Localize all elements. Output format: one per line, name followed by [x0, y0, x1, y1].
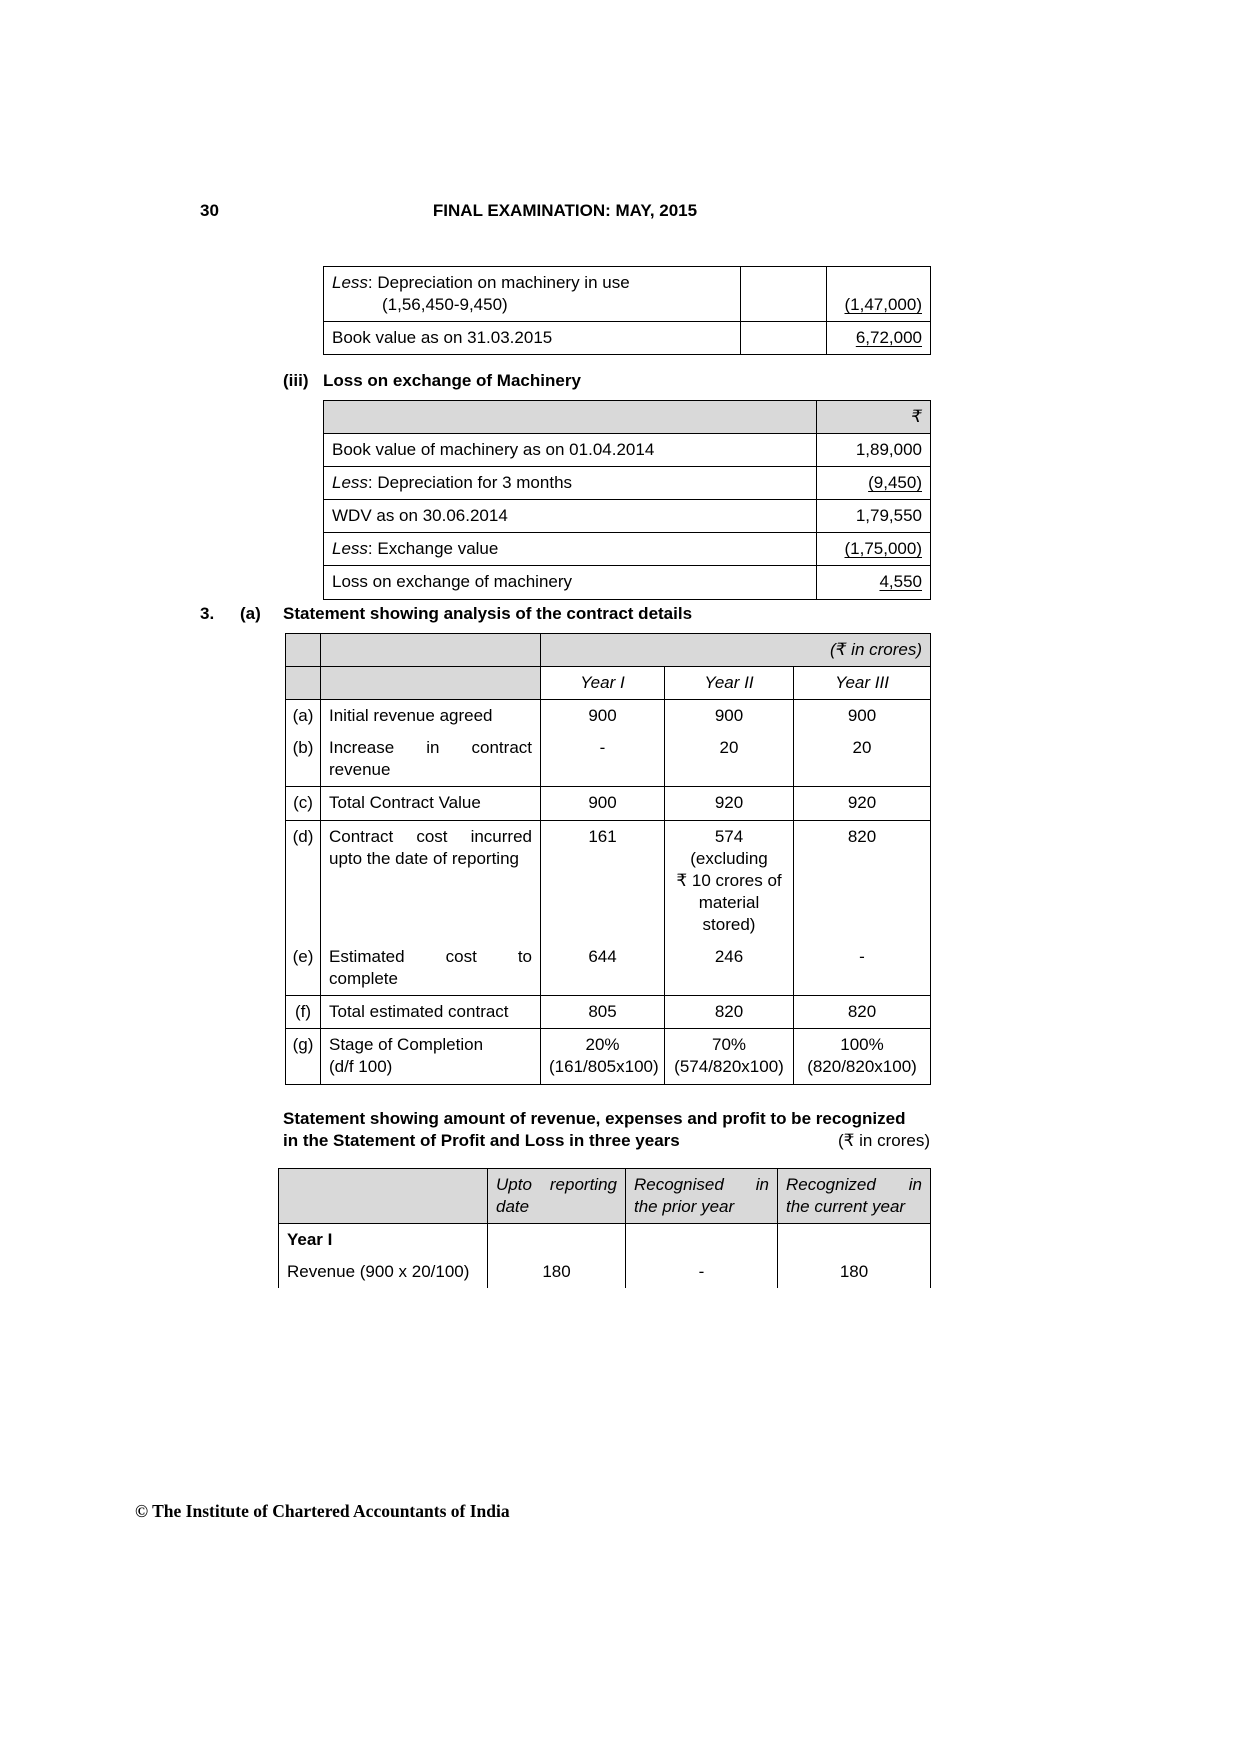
amount-cell: [817, 500, 931, 533]
desc-line: Estimated cost to: [329, 947, 532, 967]
empty-cell: [626, 1224, 778, 1257]
row-letter: (b): [286, 732, 321, 787]
table-row-f: [286, 996, 931, 1029]
year3-value: 920: [794, 787, 931, 820]
table-row: [324, 566, 931, 599]
table-row: [324, 322, 931, 355]
page-number: 30: [200, 201, 219, 220]
year-label-cell: Year I: [279, 1224, 488, 1257]
desc-cell: [324, 533, 817, 566]
header-empty-cell: [321, 634, 541, 667]
year2-value: 820: [665, 996, 794, 1029]
value-main: 70%: [711, 1035, 747, 1055]
year1-value: 161: [541, 820, 665, 941]
year2-value: 900: [665, 700, 794, 733]
desc-line2: (1,56,450-9,450): [382, 295, 508, 315]
current-year-value: 180: [778, 1256, 931, 1288]
header-line1: Upto reporting: [496, 1175, 617, 1194]
table-row: [324, 500, 931, 533]
amount-value: (1,75,000): [844, 539, 922, 559]
desc-line2: complete: [329, 969, 398, 989]
amount-value: 1,89,000: [855, 440, 922, 460]
desc-cell: [324, 500, 817, 533]
table-header-row: [279, 1169, 931, 1224]
desc-cell: [321, 1029, 541, 1084]
amount-cell: [817, 467, 931, 500]
value-main: 100%: [840, 1035, 884, 1055]
row-letter: (f): [286, 996, 321, 1029]
row-letter: (g): [286, 1029, 321, 1084]
footer-copyright: © The Institute of Chartered Accountants of India: [135, 1501, 510, 1521]
title-line2: in the Statement of Profit and Loss in three years: [283, 1131, 680, 1151]
year3-value: 820: [794, 820, 931, 941]
desc-text: Book value of machinery as on 01.04.2014: [332, 440, 655, 460]
desc-cell: [324, 467, 817, 500]
desc-cell: Total estimated contract: [321, 996, 541, 1029]
value-note-line: ₹ 10 crores of: [676, 870, 782, 890]
year2-value: 920: [665, 787, 794, 820]
table-header-row: [286, 634, 931, 667]
year3-value: 900: [794, 700, 931, 733]
desc-line2: upto the date of reporting: [329, 848, 519, 868]
desc-cell: Book value as on 31.03.2015: [324, 322, 741, 355]
table-row: [324, 434, 931, 467]
table-row: [279, 1256, 931, 1288]
year1-value: 900: [541, 787, 665, 820]
table-row-c: [286, 787, 931, 820]
table-header-row: [324, 401, 931, 434]
empty-cell: [488, 1224, 626, 1257]
desc-cell: [321, 820, 541, 941]
amount-cell: [817, 533, 931, 566]
desc-cell: Revenue (900 x 20/100): [279, 1256, 488, 1288]
header-line2: the prior year: [634, 1197, 735, 1217]
title-line1: Statement showing amount of revenue, expenses and profit to be recognized: [283, 1109, 906, 1128]
amount-value: 4,550: [879, 572, 922, 592]
currency-header-cell: ₹: [817, 401, 931, 434]
desc-line: Stage of Completion: [329, 1035, 484, 1055]
revenue-statement-title: [283, 1108, 930, 1152]
title-line2-row: [283, 1130, 930, 1152]
question-number: 3.: [200, 604, 215, 623]
year2-value: [665, 1029, 794, 1084]
desc-cell: [324, 566, 817, 599]
table-row-d: [286, 820, 931, 941]
amount-value: 6,72,000: [855, 328, 922, 348]
desc-text: : Exchange value: [367, 539, 499, 559]
loss-on-exchange-table: [323, 400, 931, 600]
year3-value: [794, 1029, 931, 1084]
value-note-line: (excluding: [690, 848, 768, 868]
header-empty-cell: [279, 1169, 488, 1224]
crores-note-cell: (₹ in crores): [541, 634, 931, 667]
desc-text: : Depreciation on machinery in use: [367, 273, 630, 292]
desc-cell: [321, 732, 541, 787]
year2-header: Year II: [665, 667, 794, 700]
value-note: (574/820x100): [674, 1057, 784, 1077]
amount-cell: [817, 566, 931, 599]
header-empty-cell: [286, 634, 321, 667]
desc-cell: Initial revenue agreed: [321, 700, 541, 733]
value-note-line: material: [698, 892, 760, 912]
less-prefix: Less: [332, 473, 368, 493]
year1-header: Year I: [541, 667, 665, 700]
row-letter: (d): [286, 820, 321, 941]
year1-value: 805: [541, 996, 665, 1029]
spacer-cell: [741, 322, 827, 355]
desc-cell: Total Contract Value: [321, 787, 541, 820]
current-year-header: [778, 1169, 931, 1224]
year2-value: 20: [665, 732, 794, 787]
year3-value: 820: [794, 996, 931, 1029]
table-row-b: [286, 732, 931, 787]
year1-value: 644: [541, 941, 665, 996]
year3-value: 20: [794, 732, 931, 787]
header-empty-cell: [286, 667, 321, 700]
amount-value: 1,79,550: [855, 506, 922, 526]
revenue-recognition-table: [278, 1168, 931, 1288]
crores-note: (₹ in crores): [837, 1131, 930, 1151]
header-line2: date: [496, 1197, 530, 1217]
contract-analysis-table: [285, 633, 931, 1085]
upto-reporting-header: [488, 1169, 626, 1224]
row-letter: (c): [286, 787, 321, 820]
table-row-a: [286, 700, 931, 733]
year1-value: -: [541, 732, 665, 787]
year3-value: -: [794, 941, 931, 996]
desc-line: [332, 272, 732, 294]
desc-note: (d/f 100): [329, 1057, 393, 1077]
exam-title: FINAL EXAMINATION: MAY, 2015: [432, 201, 698, 220]
empty-cell: [778, 1224, 931, 1257]
desc-line: Contract cost incurred: [329, 826, 532, 846]
upto-reporting-value: 180: [488, 1256, 626, 1288]
table-row: [324, 267, 931, 322]
question-subpart: (a): [240, 604, 261, 623]
desc-text: : Depreciation for 3 months: [367, 473, 573, 493]
amount-value: (9,450): [868, 473, 922, 493]
row-letter: (a): [286, 700, 321, 733]
prior-year-value: -: [626, 1256, 778, 1288]
year1-value: [541, 1029, 665, 1084]
year3-header: Year III: [794, 667, 931, 700]
header-line1: Recognized in: [786, 1175, 922, 1194]
table-row: [279, 1224, 931, 1257]
table-header-row: [286, 667, 931, 700]
desc-text: WDV as on 30.06.2014: [332, 506, 508, 526]
header-line1: Recognised in: [634, 1175, 769, 1194]
section-heading-iii: [283, 370, 581, 392]
header-empty-cell: [321, 667, 541, 700]
table-row: [324, 467, 931, 500]
value-note-line: stored): [702, 914, 756, 934]
year2-value: 246: [665, 941, 794, 996]
amount-cell: [827, 267, 931, 322]
less-prefix: Less: [332, 539, 368, 559]
table-row-e: [286, 941, 931, 996]
header-empty-cell: [324, 401, 817, 434]
desc-cell: [321, 941, 541, 996]
section-heading-3a: [200, 603, 692, 625]
amount-cell: [817, 434, 931, 467]
spacer-cell: [741, 267, 827, 322]
depreciation-table: [323, 266, 931, 355]
value-main: 574: [714, 826, 744, 846]
year1-value: 900: [541, 700, 665, 733]
value-note: (820/820x100): [807, 1057, 917, 1077]
section-number: (iii): [283, 371, 309, 390]
section-title: Statement showing analysis of the contract details: [283, 604, 693, 623]
value-main: 20%: [585, 1035, 620, 1055]
row-letter: (e): [286, 941, 321, 996]
page-header: [200, 200, 930, 222]
amount-cell: [827, 322, 931, 355]
header-line2: the current year: [786, 1197, 906, 1217]
table-row: [324, 533, 931, 566]
desc-line: Increase in contract: [329, 738, 532, 758]
value-note: (161/805x100): [549, 1057, 659, 1077]
desc-line2: revenue: [329, 760, 391, 780]
desc-text: Loss on exchange of machinery: [332, 572, 573, 592]
section-title: Loss on exchange of Machinery: [323, 371, 581, 390]
desc-cell: [324, 267, 741, 322]
prior-year-header: [626, 1169, 778, 1224]
less-prefix: Less: [332, 273, 368, 292]
desc-cell: [324, 434, 817, 467]
year2-value: [665, 820, 794, 941]
table-row-g: [286, 1029, 931, 1084]
amount-value: (1,47,000): [844, 295, 922, 315]
